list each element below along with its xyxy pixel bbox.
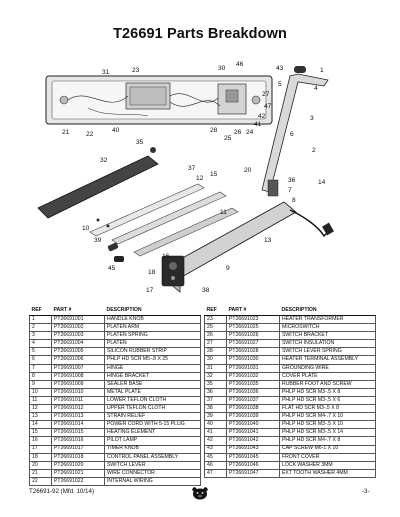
sealer-base-interior (46, 76, 272, 124)
cell-part: PT26691020 (52, 461, 105, 469)
cell-ref: 1 (30, 316, 52, 324)
cell-part: PT26691017 (52, 445, 105, 453)
cell-desc: UPPER TEFLON CLOTH (105, 405, 201, 413)
cell-ref: 37 (205, 396, 227, 404)
cell-part: PT26691030 (227, 356, 280, 364)
table-row (30, 332, 201, 340)
table-row (30, 461, 201, 469)
callout-16: 16 (162, 253, 170, 260)
cell-ref: 23 (205, 316, 227, 324)
callout-2: 2 (312, 147, 316, 154)
cell-desc: PHLP HD SCR M3-.5 X 10 (280, 421, 376, 429)
callout-28: 28 (210, 127, 218, 134)
cell-part: PT26691036 (227, 388, 280, 396)
cell-part: PT26691011 (52, 396, 105, 404)
cell-desc: PILOT LAMP (105, 437, 201, 445)
cell-part: PT26691012 (52, 405, 105, 413)
cell-part: PT26691025 (227, 324, 280, 332)
callout-18: 18 (148, 269, 156, 276)
cell-desc: PHLP HD SCR M5-.8 X 25 (105, 356, 201, 364)
cell-desc: HINGE BRACKET (105, 372, 201, 380)
header-part: PART # (52, 307, 105, 316)
cell-part: PT26691032 (227, 372, 280, 380)
table-row (205, 421, 376, 429)
cell-part: PT26691005 (52, 348, 105, 356)
table-row (30, 356, 201, 364)
header-ref: REF (30, 307, 52, 316)
table-row (30, 396, 201, 404)
footer-model-info: T26691-92 (Mfd. 10/14) (29, 488, 95, 495)
cell-ref: 25 (205, 324, 227, 332)
cell-desc: PHLP HD SCR M4-.7 X 10 (280, 413, 376, 421)
cell-desc: PHLP HD SCR M3-.5 X 8 (280, 388, 376, 396)
cell-part: PT26691021 (52, 469, 105, 477)
table-row (205, 469, 376, 477)
callout-7: 7 (288, 187, 292, 194)
callout-20: 20 (244, 167, 252, 174)
cell-part: PT26691009 (52, 380, 105, 388)
cell-part: PT26691010 (52, 388, 105, 396)
cell-ref: 3 (30, 332, 52, 340)
cell-desc: COVER PLATE (280, 372, 376, 380)
cell-part: PT26691007 (52, 364, 105, 372)
header-desc: DESCRIPTION (105, 307, 201, 316)
cell-desc: GROUNDING WIRE (280, 364, 376, 372)
cell-desc: TIMER KNOB (105, 445, 201, 453)
table-row (30, 437, 201, 445)
callout-39: 39 (94, 237, 102, 244)
callout-4: 4 (314, 85, 318, 92)
cell-part: PT26691015 (52, 429, 105, 437)
table-row (205, 461, 376, 469)
cell-desc: PLATEN (105, 340, 201, 348)
table-row (205, 364, 376, 372)
cell-part: PT26691028 (227, 348, 280, 356)
cell-ref: 31 (205, 364, 227, 372)
cell-desc: PHLP HD SCR M3-.5 X 6 (280, 396, 376, 404)
table-row (205, 332, 376, 340)
cell-desc: INTERNAL WIRING (105, 477, 201, 485)
cell-part: PT26691018 (52, 453, 105, 461)
callout-10: 10 (82, 225, 90, 232)
cell-ref: 28 (205, 348, 227, 356)
cell-desc: SWITCH LEVER SPRING (280, 348, 376, 356)
cover-plate (38, 147, 158, 218)
callout-31: 31 (102, 69, 110, 76)
table-header-row (205, 307, 376, 316)
cell-part: PT26691042 (227, 437, 280, 445)
cell-part: PT26691003 (52, 332, 105, 340)
parts-breakdown-diagram (28, 56, 378, 302)
cell-ref: 42 (205, 437, 227, 445)
callout-42: 42 (258, 113, 266, 120)
cell-desc: EXT TOOTH WASHER 4MM (280, 469, 376, 477)
cell-desc: PHLP HD SCR M3-.5 X 14 (280, 429, 376, 437)
cell-part: PT26691043 (227, 445, 280, 453)
cell-ref: 4 (30, 340, 52, 348)
grizzly-bear-logo-icon (190, 486, 210, 500)
cell-ref: 38 (205, 405, 227, 413)
table-row (205, 429, 376, 437)
cell-ref: 11 (30, 396, 52, 404)
cell-desc: SWITCH BRACKET (280, 332, 376, 340)
callout-35: 35 (136, 139, 144, 146)
cell-part: PT26691001 (52, 316, 105, 324)
table-row (30, 316, 201, 324)
cell-desc: POWER CORD WITH 5-15 PLUG (105, 421, 201, 429)
cell-part: PT26691016 (52, 437, 105, 445)
cell-part: PT26691023 (227, 316, 280, 324)
cell-desc: SILICON RUBBER STRIP (105, 348, 201, 356)
table-row (205, 340, 376, 348)
cell-desc: PLATEN ARM (105, 324, 201, 332)
cell-ref: 22 (30, 477, 52, 485)
table-header-row (30, 307, 201, 316)
cell-ref: 21 (30, 469, 52, 477)
cell-desc: CAP SCREW M6-1 X 10 (280, 445, 376, 453)
table-row (205, 380, 376, 388)
table-row (205, 388, 376, 396)
table-row (30, 380, 201, 388)
cell-desc: HEATING ELEMENT (105, 429, 201, 437)
callout-15: 15 (210, 171, 218, 178)
table-row (30, 469, 201, 477)
header-ref: REF (205, 307, 227, 316)
header-part: PART # (227, 307, 280, 316)
cell-desc: FRONT COVER (280, 453, 376, 461)
callout-40: 40 (112, 127, 120, 134)
table-row (30, 429, 201, 437)
cell-ref: 9 (30, 380, 52, 388)
table-row (205, 445, 376, 453)
table-row (30, 388, 201, 396)
cell-desc: STRAIN RELIEF (105, 413, 201, 421)
table-row (30, 413, 201, 421)
cell-ref: 2 (30, 324, 52, 332)
cell-desc: RUBBER FOOT AND SCREW (280, 380, 376, 388)
cell-desc: CONTROL PANEL ASSEMBLY (105, 453, 201, 461)
callout-37: 37 (188, 165, 196, 172)
callout-14: 14 (318, 179, 326, 186)
callout-30: 30 (218, 65, 226, 72)
table-row (30, 364, 201, 372)
cell-part: PT26691047 (227, 469, 280, 477)
cell-desc: SWITCH INSULATION (280, 340, 376, 348)
cell-desc: LOWER TEFLON CLOTH (105, 396, 201, 404)
table-row (205, 356, 376, 364)
callout-38: 38 (202, 287, 210, 294)
table-row (30, 421, 201, 429)
cell-desc: HEATER TRANSFORMER (280, 316, 376, 324)
table-row (205, 437, 376, 445)
table-row (30, 453, 201, 461)
cell-part: PT26691002 (52, 324, 105, 332)
cell-ref: 36 (205, 388, 227, 396)
cell-ref: 30 (205, 356, 227, 364)
power-cord (290, 210, 328, 236)
table-row (205, 396, 376, 404)
table-row (30, 445, 201, 453)
cell-ref: 40 (205, 421, 227, 429)
table-row (205, 453, 376, 461)
cell-ref: 13 (30, 413, 52, 421)
callout-13: 13 (264, 237, 272, 244)
cell-ref: 47 (205, 469, 227, 477)
cell-ref: 16 (30, 437, 52, 445)
table-row (30, 348, 201, 356)
table-row (205, 405, 376, 413)
callout-8: 8 (292, 197, 296, 204)
callout-27: 27 (262, 91, 270, 98)
callout-26: 26 (234, 129, 242, 136)
callout-36: 36 (288, 177, 296, 184)
header-desc: DESCRIPTION (280, 307, 376, 316)
callout-12: 12 (196, 175, 204, 182)
callout-17: 17 (146, 287, 154, 294)
cell-ref: 20 (30, 461, 52, 469)
table-row (30, 324, 201, 332)
cell-part: PT26691041 (227, 429, 280, 437)
cell-desc: LOCK WASHER 3MM (280, 461, 376, 469)
table-row (30, 340, 201, 348)
cell-ref: 32 (205, 372, 227, 380)
cell-desc: SWITCH LEVER (105, 461, 201, 469)
parts-table-left (29, 307, 201, 486)
callout-41: 41 (254, 121, 262, 128)
cell-desc: HINGE (105, 364, 201, 372)
cell-ref: 27 (205, 340, 227, 348)
callout-45: 45 (108, 265, 116, 272)
cell-ref: 17 (30, 445, 52, 453)
table-row (30, 405, 201, 413)
callout-21: 21 (62, 129, 70, 136)
cell-ref: 15 (30, 429, 52, 437)
cell-part: PT26691031 (227, 364, 280, 372)
cell-part: PT26691026 (227, 332, 280, 340)
cell-desc: WIRE CONNECTOR (105, 469, 201, 477)
cell-ref: 14 (30, 421, 52, 429)
callout-23: 23 (132, 67, 140, 74)
cell-part: PT26691037 (227, 396, 280, 404)
callout-1: 1 (320, 67, 324, 74)
cell-part: PT26691038 (227, 405, 280, 413)
cell-part: PT26691022 (52, 477, 105, 485)
cell-ref: 39 (205, 413, 227, 421)
cell-ref: 41 (205, 429, 227, 437)
cell-ref: 18 (30, 453, 52, 461)
cell-desc: PLATEN SPRING (105, 332, 201, 340)
callout-3: 3 (310, 115, 314, 122)
cell-ref: 10 (30, 388, 52, 396)
cell-ref: 6 (30, 356, 52, 364)
cell-ref: 12 (30, 405, 52, 413)
cell-desc: MICROSWITCH (280, 324, 376, 332)
table-row (205, 324, 376, 332)
cell-ref: 46 (205, 461, 227, 469)
cell-part: PT26691014 (52, 421, 105, 429)
page-title: T26691 Parts Breakdown (113, 26, 287, 42)
cell-part: PT26691004 (52, 340, 105, 348)
cell-part: PT26691006 (52, 356, 105, 364)
cell-ref: 35 (205, 380, 227, 388)
parts-table-right (204, 307, 376, 478)
cell-part: PT26691013 (52, 413, 105, 421)
table-row (30, 372, 201, 380)
cell-part: PT26691039 (227, 413, 280, 421)
cell-ref: 26 (205, 332, 227, 340)
cell-desc: FLAT HD SCR M3-.5 X 8 (280, 405, 376, 413)
table-row (205, 316, 376, 324)
cell-ref: 7 (30, 364, 52, 372)
cell-ref: 45 (205, 453, 227, 461)
callout-46: 46 (236, 61, 244, 68)
cell-ref: 5 (30, 348, 52, 356)
cell-part: PT26691008 (52, 372, 105, 380)
cell-desc: SEALER BASE (105, 380, 201, 388)
callout-5: 5 (278, 81, 282, 88)
cell-part: PT26691040 (227, 421, 280, 429)
cell-desc: HANDLE KNOB (105, 316, 201, 324)
cell-ref: 8 (30, 372, 52, 380)
table-row (30, 477, 201, 485)
cell-part: PT26691046 (227, 461, 280, 469)
cell-ref: 43 (205, 445, 227, 453)
cell-part: PT26691045 (227, 453, 280, 461)
cell-desc: PHLP HD SCR M4-.7 X 8 (280, 437, 376, 445)
callout-24: 24 (246, 129, 254, 136)
table-row (205, 348, 376, 356)
callout-9: 9 (226, 265, 230, 272)
cell-part: PT26691027 (227, 340, 280, 348)
callout-25: 25 (224, 135, 232, 142)
table-row (205, 413, 376, 421)
cell-desc: METAL PLATE (105, 388, 201, 396)
callout-47: 47 (264, 103, 272, 110)
table-row (205, 372, 376, 380)
callout-11: 11 (220, 209, 227, 216)
callout-43: 43 (276, 65, 284, 72)
callout-32: 32 (100, 157, 108, 164)
page-number: -3- (362, 488, 370, 495)
callout-6: 6 (290, 131, 294, 138)
cell-desc: HEATER TERMINAL ASSEMBLY (280, 356, 376, 364)
cell-part: PT26691035 (227, 380, 280, 388)
callout-22: 22 (86, 131, 94, 138)
